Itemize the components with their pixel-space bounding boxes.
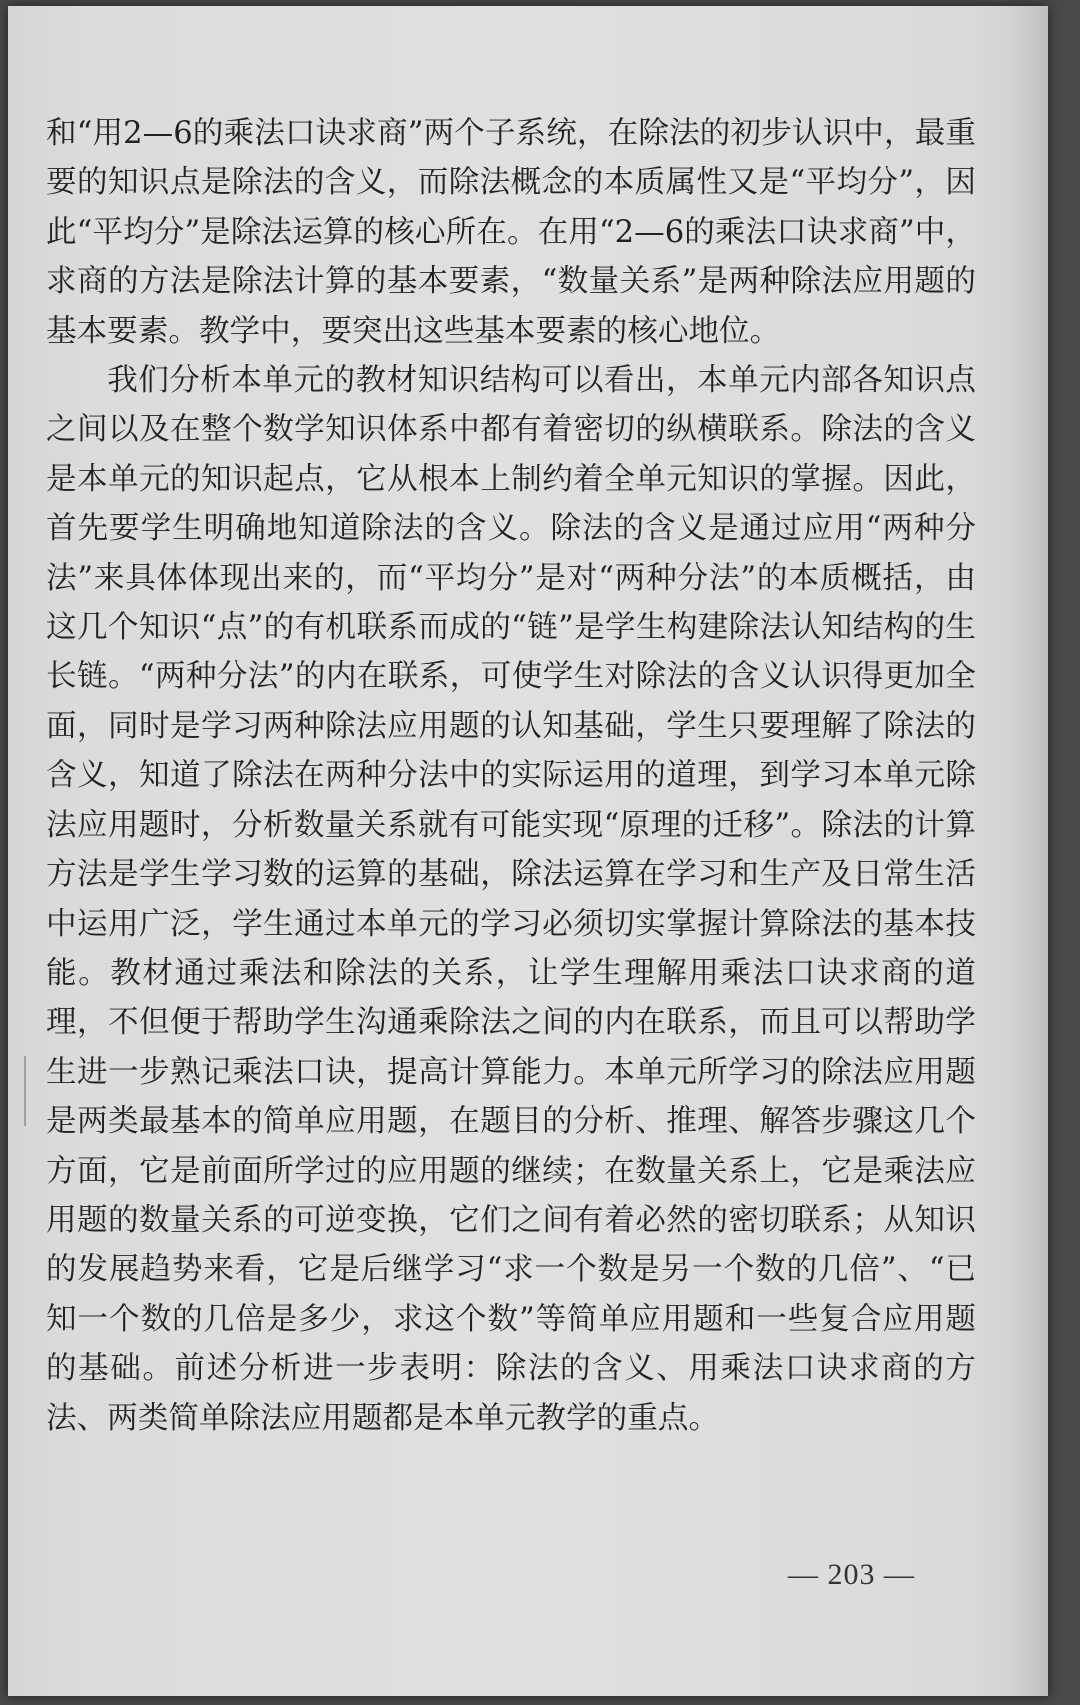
paragraph-1: 和“用2—6的乘法口诀求商”两个子系统，在除法的初步认识中，最重要的知识点是除法的含义，而除法概念的本质属性又是“平均分”，因此“平均分”是除法运算的核心所在。在用“2—6的乘法口诀求商”中，求商的方法是除法计算的基本要素，“数量关系”是两种除法应用题的基本要素。教学中，要突出这些基本要素的核心地位。 — [46, 116, 976, 349]
book-page — [8, 6, 1048, 1696]
margin-pencil-mark — [24, 1056, 26, 1126]
page-number: — 203 — — [788, 1558, 915, 1591]
paragraph-2: 我们分析本单元的教材知识结构可以看出，本单元内部各知识点之间以及在整个数学知识体系中都有着密切的纵横联系。除法的含义是本单元的知识起点，它从根本上制约着全单元知识的掌握。因此，首先要学生明确地知道除法的含义。除法的含义是通过应用“两种分法”来具体体现出来的，而“平均分”是对“两种分法”的本质概括，由这几个知识“点”的有机联系而成的“链”是学生构建除法认知结构的生长链。“两种分法”的内在联系，可使学生对除法的含义认识得更加全面，同时是学习两种除法应用题的认知基础，学生只要理解了除法的含义，知道了除法在两种分法中的实际运用的道理，到学习本单元除法应用题时，分析数量关系就有可能实现“原理的迁移”。除法的计算方法是学生学习数的运算的基础，除法运算在学习和生产及日常生活中运用广泛，学生通过本单元的学习必须切实掌握计算除法的基本技能。教材通过乘法和除法的关系，让学生理解用乘法口诀求商的道理，不但便于帮助学生沟通乘除法之间的内在联系，而且可以帮助学生进一步熟记乘法口诀，提高计算能力。本单元所学习的除法应用题是两类最基本的简单应用题，在题目的分析、推理、解答步骤这几个方面，它是前面所学过的应用题的继续；在数量关系上，它是乘法应用题的数量关系的可逆变换，它们之间有着必然的密切联系；从知识的发展趋势来看，它是后继学习“求一个数是另一个数的几倍”、“已知一个数的几倍是多少，求这个数”等简单应用题和一些复合应用题的基础。前述分析进一步表明：除法的含义、用乘法口诀求商的方法、两类简单除法应用题都是本单元教学的重点。 — [46, 363, 976, 1436]
body-text — [46, 109, 976, 1443]
